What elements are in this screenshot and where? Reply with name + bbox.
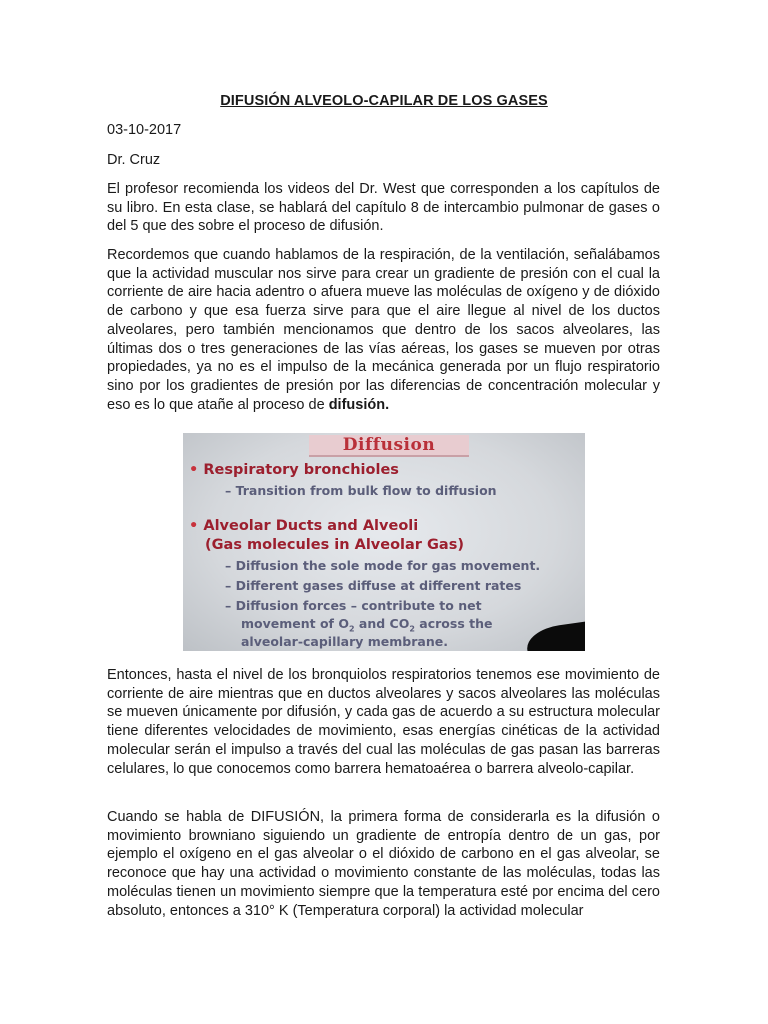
lecture-slide-photo xyxy=(183,433,585,651)
slide-sub-3-cont: movement of $O_2$ and $CO_2$ across the xyxy=(241,616,493,634)
document-title: DIFUSIÓN ALVEOLO-CAPILAR DE LOS GASES xyxy=(220,93,548,109)
paragraph-2-text: Recordemos que cuando hablamos de la respiración, de la ventilación, señalábamos que la actividad muscular nos sirve para crear un gradiente de presión con el cual la corriente de aire hacia adentro o afuera mueve las moléculas de oxígeno y de dióxido de carbono y que esa fuerza sirve para que el aire llegue al nivel de los ductos alveolares, pero también mencionamos que dentro de los sacos alveolares, las últimas dos o tres generaciones de las vías aéreas, los gases se mueven por otras propiedades, ya no es el impulso de la mecánica generada por un flujo respiratorio sino por los gradientes de presión por las diferencias de concentración molecular y eso es lo que atañe al proceso de xyxy=(107,247,660,413)
paragraph-1: El profesor recomienda los videos del Dr. West que corresponden a los capítulos de su libro. En esta clase, se hablará del capítulo 8 de intercambio pulmonar de gases o del 5 que des sobre el proceso de difusión. xyxy=(107,181,660,235)
slide-title: Diffusion xyxy=(342,435,436,455)
paragraph-4: Cuando se habla de DIFUSIÓN, la primera forma de considerarla es la difusión o movimiento browniano siguiendo un gradiente de entropía dentro de un gas, por ejemplo el oxígeno en el gas alveolar o el dióxido de carbono en el gas alveolar, se reconoce que hay una actividad o movimiento constante de las moléculas, todas las moléculas tienen un movimiento siempre que la temperatura esté por encima del cero absoluto, entonces a 310° K (Temperatura corporal) la actividad molecular xyxy=(107,809,660,919)
document-date: 03-10-2017 xyxy=(107,122,182,138)
slide-item-2: • Alveolar Ducts and Alveoli xyxy=(189,518,419,534)
slide-sub-1: – Diffusion the sole mode for gas movement. xyxy=(225,558,541,573)
slide-sub-3: – Diffusion forces – contribute to net xyxy=(225,598,482,613)
document-author: Dr. Cruz xyxy=(107,152,161,168)
slide-item-2-cont: (Gas molecules in Alveolar Gas) xyxy=(205,537,464,553)
paragraph-2 xyxy=(107,246,660,414)
photo-shadow xyxy=(525,620,585,651)
slide-item-1: • Respiratory bronchioles xyxy=(189,462,399,478)
slide-title-bar xyxy=(309,435,469,457)
slide-sub-3-cont2: alveolar-capillary membrane. xyxy=(241,634,448,649)
slide-sub-2: – Different gases diffuse at different rates xyxy=(225,578,522,593)
paragraph-2-bold: difusión. xyxy=(328,396,390,413)
slide-item-1-sub: – Transition from bulk flow to diffusion xyxy=(225,483,497,498)
paragraph-3: Entonces, hasta el nivel de los bronquiolos respiratorios tenemos ese movimiento de corriente de aire mientras que en ductos alveolares y sacos alveolares las moléculas se mueven únicamente por difusión, y cada gas de acuerdo a su estructura molecular tiene diferentes velocidades de movimiento, esas energías cinéticas de la actividad molecular serán el impulso a través del cual las moléculas de gas pasan las barreras celulares, lo que conocemos como barrera hematoaérea o barrera alveolo-capilar. xyxy=(107,667,660,777)
bullet-icon: • xyxy=(189,518,199,534)
bullet-icon: • xyxy=(189,462,199,478)
